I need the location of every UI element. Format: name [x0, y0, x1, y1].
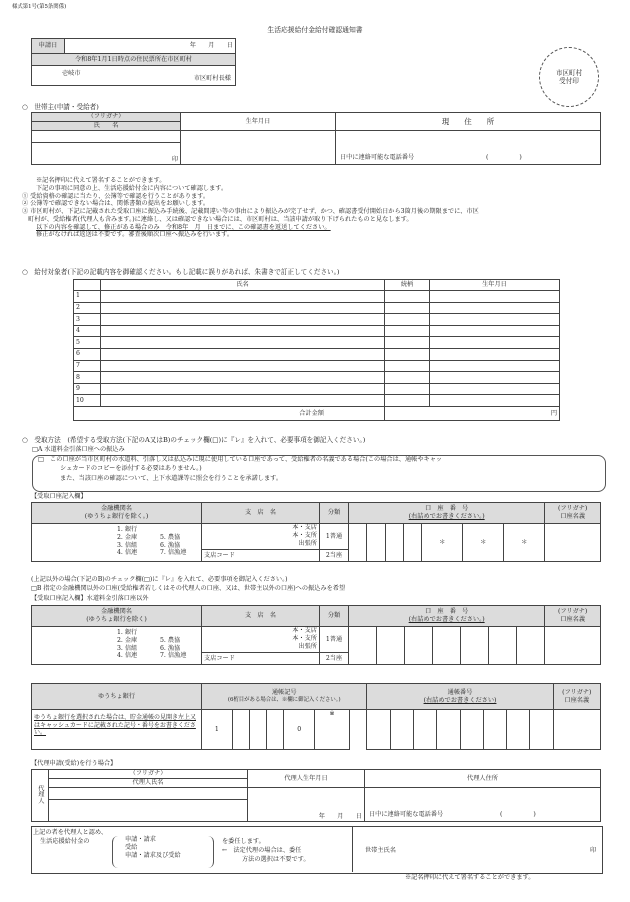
- holder-header: 口座名義: [560, 513, 586, 520]
- act-option[interactable]: 受給: [125, 843, 138, 851]
- recipient-name[interactable]: [101, 383, 385, 395]
- note-line: 修正がなければ返送は不要です。審査後順次口座へ振込みを行います。: [36, 231, 234, 239]
- proxy-phone-label: 日中に連絡可能な電話番号: [369, 811, 444, 819]
- bank-type-option[interactable]: 4. 信連: [117, 549, 138, 557]
- bank-type-option[interactable]: 5. 農協: [160, 533, 181, 541]
- holder-field[interactable]: [545, 627, 601, 665]
- account-number-note: (右詰めでお書きください。): [408, 616, 485, 623]
- recipient-birth[interactable]: [430, 372, 560, 384]
- agree-text-3: また、当該口座の確認について、上下水道課等に照会を行うことを承諾します。: [60, 475, 283, 482]
- recipients-heading: ○ 給付対象者(下記の記載内容を御確認ください。もし記載に誤りがあれば、朱書きで訂正してください。): [22, 268, 340, 276]
- proxy-birth-header: 代理人生年月日: [248, 770, 365, 788]
- form-number: 様式第1号(第5条関係): [12, 4, 67, 10]
- branch-type-option[interactable]: 本・支店: [292, 627, 317, 634]
- holder-header: 口座名義: [564, 696, 590, 704]
- stamp-line1: 市区町村: [555, 68, 583, 77]
- table-row: [74, 325, 560, 337]
- household-seal: 印: [171, 156, 178, 164]
- recipient-relation[interactable]: [385, 348, 430, 360]
- table-row: [74, 372, 560, 384]
- recipient-relation[interactable]: [385, 302, 430, 314]
- digit-cell[interactable]: [403, 524, 421, 562]
- recipient-name[interactable]: [101, 325, 385, 337]
- account-heading-a: 【受取口座記入欄】: [31, 493, 87, 500]
- digit-cell[interactable]: [517, 627, 545, 665]
- household-heading: ○ 世帯主(申請・受給者): [22, 103, 99, 111]
- table-row: [74, 337, 560, 349]
- note-line: ② 公簿等で確認できない場合は、関係書類の提出をお願いします。: [22, 200, 210, 208]
- household-address-header: 現 住 所: [336, 113, 601, 131]
- branch-field[interactable]: [202, 627, 320, 653]
- receipt-heading: ○ 受取方法 (希望する受取方法(下記のA又はB)のチェック欄(□)に『レ』を入れて、必要事項を御記入ください。): [22, 436, 366, 444]
- account-number-header: 口 座 番 号: [425, 505, 469, 513]
- account-type-option[interactable]: 2当座: [320, 550, 349, 562]
- bank-type-option[interactable]: 7. 信漁連: [160, 652, 187, 660]
- passbook-digit-fixed: 1: [202, 710, 233, 750]
- household-name-header: 氏 名: [32, 122, 181, 131]
- passbook-number-note: (右詰めでお書きください): [423, 696, 497, 704]
- recipient-birth[interactable]: [430, 348, 560, 360]
- bank-type-option[interactable]: 6. 漁協: [160, 541, 181, 549]
- household-birth-field[interactable]: [181, 131, 336, 165]
- act-option[interactable]: 申請・請求: [125, 836, 156, 843]
- table-row: [74, 383, 560, 395]
- recipient-relation[interactable]: [385, 383, 430, 395]
- bank-name-header: 金融機関名: [101, 608, 132, 616]
- bank-type-option[interactable]: 3. 信組: [117, 644, 138, 652]
- row-number: 6: [74, 348, 101, 360]
- holder-furigana-header: (フリガナ): [562, 688, 592, 696]
- sixth-digit-cell[interactable]: ※: [315, 710, 350, 750]
- branch-type-option[interactable]: 出張所: [298, 642, 317, 650]
- passbook-digit-fixed: 0: [284, 710, 315, 750]
- household-name-field[interactable]: [32, 143, 181, 165]
- document-title: 生活応援給付金給付確認通知書: [267, 26, 363, 34]
- table-row: [74, 348, 560, 360]
- branch-type-option[interactable]: 本・支所: [292, 634, 317, 642]
- note-line: 以下の内容を確認して、修正がある場合のみ 令和8年 月 日までに、この確認書を返送してください。: [36, 223, 331, 231]
- recipients-birth-header: 生年月日: [430, 280, 560, 291]
- account-type-option[interactable]: 1普通: [320, 524, 349, 550]
- branch-type-option[interactable]: 本・支店: [292, 524, 317, 531]
- entrust-text-3: 方法の選択は不要です。: [242, 856, 310, 863]
- proxy-name-header: 代理人氏名: [49, 779, 248, 788]
- digit-cell[interactable]: [349, 524, 367, 562]
- bank-type-field[interactable]: [32, 627, 202, 665]
- branch-header: 支 店 名: [202, 503, 320, 524]
- recipient-birth[interactable]: [430, 383, 560, 395]
- proxy-furigana-header: （フリガナ）: [49, 770, 248, 779]
- star-cell: ＊: [463, 524, 504, 562]
- star-cell: ＊: [504, 524, 545, 562]
- recipient-relation[interactable]: [385, 291, 430, 303]
- digit-cell[interactable]: [433, 627, 461, 665]
- entrust-text-2: ← 法定代理の場合は、委任: [222, 847, 302, 854]
- recipient-name[interactable]: [101, 314, 385, 326]
- yucho-note: ゆうちょ銀行を選択された場合は、貯金通帳の見開き左上又はキャッシュカードに記載された記号・番号をお書きください。: [32, 710, 202, 750]
- digit-cell[interactable]: [413, 710, 436, 750]
- recipients-relation-header: 続柄: [385, 280, 430, 291]
- proxy-side-label: 代理人: [32, 770, 49, 822]
- digit-cell[interactable]: [267, 710, 284, 750]
- passbook-number-header: 通帳番号: [447, 688, 473, 696]
- digit-cell[interactable]: [377, 627, 405, 665]
- table-row: [74, 314, 560, 326]
- type-header: 分類: [320, 503, 349, 524]
- application-date-field[interactable]: 年 月 日: [65, 39, 236, 54]
- total-label: 合計金額: [74, 406, 385, 420]
- bank-type-option[interactable]: 7. 信漁連: [160, 549, 187, 557]
- row-number: 10: [74, 395, 101, 407]
- recipient-birth[interactable]: [430, 314, 560, 326]
- account-number-header: 口 座 番 号: [424, 608, 469, 616]
- bank-type-option[interactable]: 1. 銀行: [117, 526, 138, 533]
- option-a-checkbox[interactable]: □A 水道料金引落口座への振込み: [32, 446, 125, 453]
- recipient-birth[interactable]: [430, 337, 560, 349]
- household-notes: [22, 177, 622, 239]
- digit-cell[interactable]: [461, 627, 489, 665]
- digit-cell[interactable]: [530, 710, 553, 750]
- bank-type-option[interactable]: 6. 漁協: [160, 644, 181, 652]
- branch-code-field[interactable]: 支店コード: [202, 653, 320, 665]
- act-option[interactable]: 申請・請求及び受給: [125, 851, 181, 859]
- residence-basis: 令和8年1月1日時点の住民票所在市区町村: [32, 54, 236, 66]
- proxy-furigana-field[interactable]: [49, 788, 248, 800]
- yucho-header: ゆうちょ銀行: [32, 684, 202, 710]
- bank-type-option[interactable]: 1. 銀行: [117, 629, 138, 636]
- proxy-heading: 【代理申請(受給)を行う場合】: [31, 760, 117, 767]
- digit-cell[interactable]: [367, 524, 385, 562]
- delegation-text-1: 上記の者を代理人と認め、: [33, 829, 108, 836]
- bank-type-option[interactable]: 4. 信連: [117, 652, 138, 660]
- proxy-name-field[interactable]: [49, 800, 248, 822]
- passbook-symbol-note: (6桁目がある場合は、※欄に御記入ください。): [227, 697, 341, 703]
- recipient-name[interactable]: [101, 348, 385, 360]
- recipients-table: [73, 279, 560, 421]
- row-number: 1: [74, 291, 101, 303]
- account-table-b: [31, 605, 601, 665]
- head-seal: 印: [590, 847, 597, 854]
- household-furigana-header: （フリガナ）: [32, 113, 181, 122]
- digit-cell[interactable]: [390, 710, 413, 750]
- digit-cell[interactable]: [489, 627, 517, 665]
- recipient-relation[interactable]: [385, 314, 430, 326]
- recipient-name[interactable]: [101, 395, 385, 407]
- star-cell: ＊: [422, 524, 463, 562]
- total-amount-field[interactable]: [385, 406, 560, 420]
- bank-type-option[interactable]: 3. 信組: [117, 541, 138, 549]
- recipient-name[interactable]: [101, 291, 385, 303]
- note-line: 町村が、受給権者(代理人も含みます。)に連絡し、又は確認できない場合には、市区町村は、当該申請が取り下げられたものと見なします。: [22, 215, 413, 223]
- agree-checkbox[interactable]: □ この口座が当市区町村の水道料、引落し又は払込みに現に使用している口座であって、受給権者の名義である場合(この場合は、通帳やキャッ: [38, 456, 443, 463]
- household-phone-label: 日中に連絡可能な電話番号: [340, 154, 415, 162]
- household-table: [31, 112, 601, 165]
- recipient-birth[interactable]: [430, 395, 560, 407]
- branch-code-field[interactable]: 支店コード: [202, 550, 320, 562]
- application-box: [31, 38, 236, 86]
- row-number: 5: [74, 337, 101, 349]
- recipient-birth[interactable]: [430, 360, 560, 372]
- row-number: 2: [74, 302, 101, 314]
- delegation-acts: [112, 836, 214, 868]
- digit-cell[interactable]: [507, 710, 530, 750]
- branch-header: 支 店 名: [202, 606, 320, 627]
- recipient-relation[interactable]: [385, 372, 430, 384]
- digit-cell[interactable]: [385, 524, 403, 562]
- holder-field[interactable]: [553, 710, 600, 750]
- household-birth-header: 生年月日: [181, 113, 336, 131]
- household-phone-field: ( ): [486, 154, 522, 162]
- footnote: ※記名押印に代えて署名することができます。: [405, 874, 535, 881]
- proxy-address-field[interactable]: [365, 788, 601, 822]
- household-furigana-field[interactable]: [32, 131, 181, 143]
- proxy-address-header: 代理人住所: [365, 770, 601, 788]
- row-number: 7: [74, 360, 101, 372]
- note-line: ③ 市区町村が、下記に記載された受取口座に振込み手続後、記載間違い等の事由により振込みが完了せず、かつ、確認書受付開始日から3箇月後の期限までに、市区: [22, 208, 479, 215]
- bank-name-note: (ゆうちょ銀行を除く。): [84, 513, 149, 520]
- recipient-birth[interactable]: [430, 291, 560, 303]
- row-number: 3: [74, 314, 101, 326]
- account-type-option[interactable]: 2当座: [320, 653, 349, 665]
- digit-cell[interactable]: [483, 710, 506, 750]
- proxy-birth-field[interactable]: 年 月 日: [248, 788, 365, 822]
- account-number-note: (右詰めでお書きください。): [408, 513, 485, 520]
- digit-cell[interactable]: [232, 710, 249, 750]
- recipient-birth[interactable]: [430, 325, 560, 337]
- delegation-text-2: 生活応援給付金の: [40, 838, 90, 845]
- row-number: 4: [74, 325, 101, 337]
- holder-header: 口座名義: [560, 616, 586, 623]
- digit-cell[interactable]: [249, 710, 266, 750]
- digit-cell[interactable]: [349, 627, 377, 665]
- table-row: [74, 302, 560, 314]
- household-address-field[interactable]: [336, 131, 601, 165]
- option-b-note: (上記以外の場合(下記のB)のチェック欄(□)に『レ』を入れて、必要事項を御記入ください。): [31, 576, 288, 583]
- row-number: 8: [74, 372, 101, 384]
- holder-furigana-header: (フリガナ): [558, 608, 588, 616]
- bank-type-option[interactable]: 5. 農協: [160, 636, 181, 644]
- holder-field[interactable]: [545, 524, 601, 562]
- mayor-addressee: 市区町村長様: [193, 75, 231, 82]
- table-row: [74, 291, 560, 303]
- recipient-name[interactable]: [101, 372, 385, 384]
- city-name: 壱岐市: [62, 70, 81, 77]
- bank-type-field[interactable]: [32, 524, 202, 562]
- holder-furigana-header: (フリガナ): [558, 505, 588, 513]
- digit-cell[interactable]: [367, 710, 390, 750]
- proxy-table: [31, 769, 601, 822]
- application-date-label: 申請日: [32, 39, 65, 54]
- digit-cell[interactable]: [460, 710, 483, 750]
- agree-text-2: シュカードのコピーを添付する必要はありません。): [60, 465, 202, 472]
- recipient-relation[interactable]: [385, 360, 430, 372]
- recipient-relation[interactable]: [385, 337, 430, 349]
- recipient-name[interactable]: [101, 337, 385, 349]
- bank-type-option[interactable]: 2. 金庫: [117, 636, 138, 644]
- yucho-table: [31, 683, 601, 750]
- account-table-a: [31, 502, 601, 562]
- account-type-option[interactable]: 1普通: [320, 627, 349, 653]
- recipients-name-header: 氏名: [101, 280, 385, 291]
- proxy-phone-field: ( ): [500, 811, 536, 819]
- passbook-symbol-header: 通帳記号: [271, 689, 297, 697]
- reception-stamp-area: [539, 47, 599, 107]
- stamp-line2: 受付印: [559, 77, 579, 85]
- digit-cell[interactable]: [405, 627, 433, 665]
- branch-type-option[interactable]: 出張所: [298, 539, 317, 547]
- recipient-name[interactable]: [101, 302, 385, 314]
- option-b-checkbox[interactable]: □B 指定の金融機関以外の口座(受給権者若しくはその代理人の口座、又は、世帯主以外の口座)への振込みを希望: [31, 585, 346, 592]
- note-line: 下記の事項に同意の上、生活応援給付金に内容について確認します。: [36, 184, 228, 192]
- yen-unit: 円: [550, 409, 557, 417]
- table-row: [74, 395, 560, 407]
- branch-type-option[interactable]: 本・支所: [292, 531, 317, 539]
- note-line: ① 受給資格の確認に当たり、公簿等で確認を行うことがあります。: [22, 192, 210, 200]
- recipient-name[interactable]: [101, 360, 385, 372]
- entrust-text-1: を委任します。: [222, 838, 265, 845]
- recipient-birth[interactable]: [430, 302, 560, 314]
- digit-cell[interactable]: [437, 710, 460, 750]
- head-name-label: 世帯主氏名: [365, 847, 396, 854]
- row-number: 9: [74, 383, 101, 395]
- note-line: ※記名押印に代えて署名することができます。: [36, 177, 166, 184]
- branch-field[interactable]: [202, 524, 320, 550]
- bank-type-option[interactable]: 2. 金庫: [117, 533, 138, 541]
- type-header: 分類: [320, 606, 349, 627]
- recipient-relation[interactable]: [385, 395, 430, 407]
- bank-name-header: 金融機関名: [101, 505, 132, 513]
- table-row: [74, 360, 560, 372]
- recipient-relation[interactable]: [385, 325, 430, 337]
- account-heading-b: 【受取口座記入欄】水道料金引落口座以外: [31, 595, 149, 602]
- bank-name-note: (ゆうちょ銀行を除く): [86, 616, 147, 623]
